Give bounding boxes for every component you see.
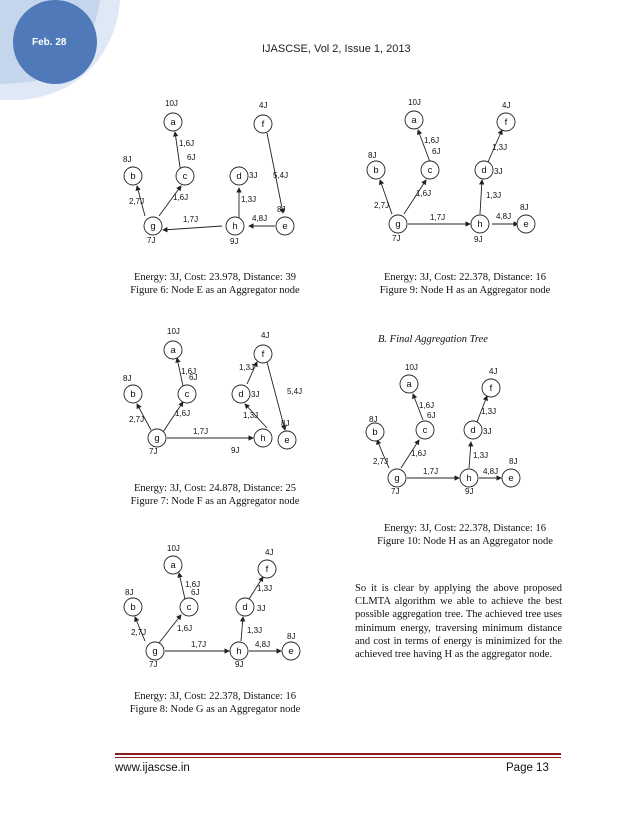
figure-7-graph <box>115 326 315 466</box>
weight-label: 3J <box>257 604 266 613</box>
figure-10-graph <box>365 356 565 496</box>
weight-label: 8J <box>125 588 134 597</box>
weight-label: 4J <box>489 367 498 376</box>
node-label: f <box>261 349 265 360</box>
weight-label: 7J <box>149 447 158 456</box>
node-label: c <box>422 425 428 436</box>
weight-label: 7J <box>147 236 156 245</box>
footer-rule-thick <box>115 753 561 755</box>
weight-label: 1,7J <box>423 467 439 476</box>
figure-6-caption <box>100 271 330 297</box>
weight-label: 2,7J <box>374 201 390 210</box>
weight-label: 1,6J <box>419 401 435 410</box>
node-label: d <box>481 165 487 176</box>
weight-label: 7J <box>391 487 400 496</box>
weight-label: 3J <box>251 390 260 399</box>
weight-label: 2,7J <box>129 197 145 206</box>
node-label: e <box>508 473 514 484</box>
node-label: b <box>130 602 136 613</box>
weight-label: 1,7J <box>183 215 199 224</box>
weight-label: 2,7J <box>129 415 145 424</box>
node-label: g <box>154 433 160 444</box>
weight-label: 4,8J <box>483 467 499 476</box>
weight-label: 1,3J <box>247 626 263 635</box>
node-label: h <box>477 219 483 230</box>
weight-label: 1,3J <box>239 363 255 372</box>
weight-label: 6J <box>432 147 441 156</box>
weight-label: 1,7J <box>191 640 207 649</box>
figure-9-caption <box>350 271 580 297</box>
date-badge: Feb. 28 <box>32 37 67 48</box>
conclusion-paragraph: So it is clear by applying the above proposed CLMTA algorithm we able to achieve the best possible aggregation tree. The achieved tree uses minimum energy, traversing minimum distance and cost in terms of energy is minimized for the achieved tree having H as the aggregator node. <box>355 583 562 661</box>
figure-6-caption-stats: Energy: 3J, Cost: 23.978, Distance: 39 <box>134 272 296 283</box>
weight-label: 1,6J <box>411 449 427 458</box>
weight-label: 6J <box>191 588 200 597</box>
weight-label: 1,3J <box>257 584 273 593</box>
weight-label: 8J <box>123 155 132 164</box>
weight-label: 3J <box>249 171 258 180</box>
weight-label: 1,6J <box>179 139 195 148</box>
weight-label: 1,3J <box>492 143 508 152</box>
node-label: h <box>236 646 242 657</box>
weight-label: 5,4J <box>273 171 289 180</box>
figure-9-graph <box>364 96 564 246</box>
weight-label: 1,7J <box>193 427 209 436</box>
node-label: b <box>372 427 378 438</box>
weight-label: 10J <box>405 363 418 372</box>
weight-label: 2,7J <box>373 457 389 466</box>
node-label: c <box>427 165 433 176</box>
node-label: f <box>489 383 493 394</box>
figure-7-caption-stats: Energy: 3J, Cost: 24.878, Distance: 25 <box>134 483 296 494</box>
weight-label: 4J <box>502 101 511 110</box>
section-heading: B. Final Aggregation Tree <box>378 334 488 345</box>
weight-label: 1,6J <box>177 624 193 633</box>
weight-label: 1,6J <box>181 367 197 376</box>
node-label: f <box>504 117 508 128</box>
weight-label: 7J <box>149 660 158 669</box>
page-number: Page 13 <box>506 762 549 774</box>
node-label: a <box>411 115 417 126</box>
weight-label: 8J <box>287 632 296 641</box>
node-label: e <box>284 435 290 446</box>
node-label: h <box>232 221 238 232</box>
weight-label: 7J <box>392 234 401 243</box>
figure-8-caption-title: Figure 8: Node G as an Aggregator node <box>129 704 301 715</box>
node-label: d <box>470 425 476 436</box>
figure-7-caption-title: Figure 7: Node F as an Aggregator node <box>130 496 300 507</box>
node-label: b <box>373 165 379 176</box>
weight-label: 6J <box>427 411 436 420</box>
node-label: d <box>238 389 244 400</box>
header-decoration <box>0 0 140 110</box>
node-label: g <box>394 473 400 484</box>
weight-label: 1,6J <box>175 409 191 418</box>
weight-label: 1,3J <box>241 195 257 204</box>
figure-9-caption-title: Figure 9: Node H as an Aggregator node <box>379 285 551 296</box>
figure-8-graph <box>117 543 317 673</box>
footer-rule-thin <box>115 757 561 758</box>
node-label: e <box>282 221 288 232</box>
node-label: h <box>466 473 472 484</box>
node-label: d <box>242 602 248 613</box>
weight-label: 9J <box>230 237 239 246</box>
figure-10-caption-title: Figure 10: Node H as an Aggregator node <box>377 536 553 547</box>
node-label: b <box>130 171 136 182</box>
weight-label: 2,7J <box>131 628 147 637</box>
node-label: g <box>150 221 156 232</box>
figure-8-caption <box>100 690 330 716</box>
node-label: g <box>395 219 401 230</box>
weight-label: 10J <box>167 327 180 336</box>
node-label: c <box>182 171 188 182</box>
weight-label: 9J <box>231 446 240 455</box>
weight-label: 3J <box>483 427 492 436</box>
figure-7-caption <box>100 482 330 508</box>
weight-label: 1,3J <box>243 411 259 420</box>
weight-label: 10J <box>167 544 180 553</box>
weight-label: 1,3J <box>486 191 502 200</box>
figure-9-caption-stats: Energy: 3J, Cost: 22.378, Distance: 16 <box>384 272 546 283</box>
weight-label: 6J <box>187 153 196 162</box>
node-label: f <box>261 119 265 130</box>
figure-6-graph <box>115 98 315 248</box>
node-label: g <box>152 646 158 657</box>
weight-label: 1,6J <box>416 189 432 198</box>
node-label: a <box>406 379 412 390</box>
footer-url[interactable]: www.ijascse.in <box>115 762 190 774</box>
weight-label: 8J <box>369 415 378 424</box>
weight-label: 8J <box>123 374 132 383</box>
weight-label: 9J <box>235 660 244 669</box>
weight-label: 5,4J <box>287 387 303 396</box>
weight-label: 4,8J <box>255 640 271 649</box>
figure-8-caption-stats: Energy: 3J, Cost: 22.378, Distance: 16 <box>134 691 296 702</box>
node-label: c <box>186 602 192 613</box>
weight-label: 8J <box>520 203 529 212</box>
weight-label: 6J <box>189 373 198 382</box>
node-label: e <box>288 646 294 657</box>
node-label: c <box>184 389 190 400</box>
figure-10-caption-stats: Energy: 3J, Cost: 22.378, Distance: 16 <box>384 523 546 534</box>
node-label: a <box>170 560 176 571</box>
figure-10-caption <box>350 522 580 548</box>
node-label: f <box>265 564 269 575</box>
weight-label: 8J <box>277 205 286 214</box>
weight-label: 4J <box>265 548 274 557</box>
weight-label: 1,6J <box>185 580 201 589</box>
weight-label: 1,3J <box>481 407 497 416</box>
weight-label: 4,8J <box>496 212 512 221</box>
weight-label: 1,7J <box>430 213 446 222</box>
weight-label: 8J <box>281 419 290 428</box>
weight-label: 1,6J <box>424 136 440 145</box>
node-label: b <box>130 389 136 400</box>
weight-label: 1,6J <box>173 193 189 202</box>
weight-label: 3J <box>494 167 503 176</box>
weight-label: 8J <box>509 457 518 466</box>
node-label: a <box>170 345 176 356</box>
weight-label: 10J <box>408 98 421 107</box>
weight-label: 1,3J <box>473 451 489 460</box>
weight-label: 10J <box>165 99 178 108</box>
weight-label: 8J <box>368 151 377 160</box>
node-label: d <box>236 171 242 182</box>
node-label: e <box>523 219 529 230</box>
node-label: a <box>170 117 176 128</box>
figure-6-caption-title: Figure 6: Node E as an Aggregator node <box>130 285 300 296</box>
journal-header: IJASCSE, Vol 2, Issue 1, 2013 <box>262 43 411 55</box>
node-label: h <box>260 433 266 444</box>
weight-label: 4J <box>261 331 270 340</box>
weight-label: 9J <box>474 235 483 244</box>
weight-label: 4J <box>259 101 268 110</box>
weight-label: 4,8J <box>252 214 268 223</box>
weight-label: 9J <box>465 487 474 496</box>
